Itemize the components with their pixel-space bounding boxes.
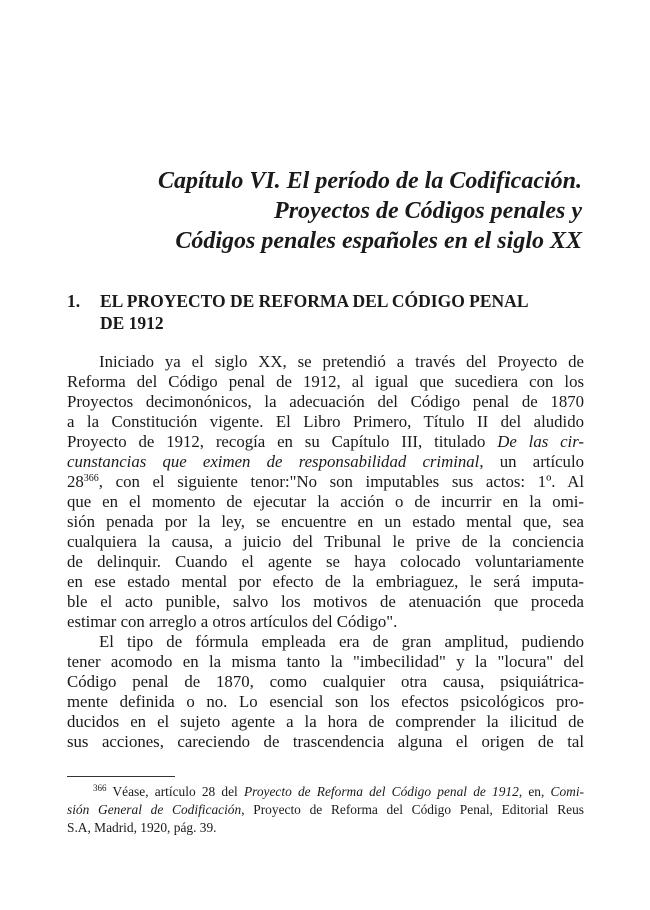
text-line: Reforma del Código penal de 1912, al igual que sucediera con los [67, 372, 584, 391]
italic-text: De las cir- [497, 432, 584, 451]
footnote-marker: 366 [93, 783, 107, 793]
paragraph [67, 632, 584, 752]
text-line: estimar con arreglo a otros artículos del Código". [67, 612, 398, 631]
italic-text: Comi- [550, 784, 585, 799]
footnote-separator [67, 776, 175, 777]
chapter-title-line: Capítulo VI. El período de la Codificación. [157, 168, 582, 194]
italic-text: sión General de Codificación [67, 802, 242, 817]
footnote-line: S.A, Madrid, 1920, pág. 39. [67, 820, 217, 835]
footnote [67, 783, 584, 837]
text-line: Proyecto de 1912, recogía en su Capítulo III, titulado De las cir- [67, 432, 584, 451]
text-line: a la Constitución vigente. El Libro Primero, Título II del aludido [67, 412, 584, 431]
chapter-title-line: Códigos penales españoles en el siglo XX [175, 228, 582, 254]
section-number: 1. [67, 291, 81, 311]
section-title-line: DE 1912 [100, 313, 164, 333]
footnote-reference: 366 [83, 473, 99, 484]
section-title [67, 290, 587, 334]
text-line: El tipo de fórmula empleada era de gran amplitud, pudiendo [99, 632, 584, 651]
text-line: ducidos en el sujeto agente a la hora de comprender la ilicitud de [67, 712, 584, 731]
text-line: sus acciones, careciendo de trascendencia alguna el origen de tal [67, 732, 584, 751]
text-line: de delinquir. Cuando el agente se haya colocado voluntariamente [67, 552, 584, 571]
text-line: ble el acto punible, salvo los motivos de atenuación que proceda [67, 592, 584, 611]
text-line: sión penada por la ley, se encuentre en un estado mental que, sea [67, 512, 584, 531]
italic-text: Proyecto de Reforma del Código penal de 1912 [243, 784, 519, 799]
footnote-line: $^{366}$ Véase, artículo 28 del Proyecto de Reforma del Código penal de 1912, en, Comi- [93, 783, 585, 799]
text-line: mente definida o no. Lo esencial son los efectos psicológicos pro- [67, 692, 584, 711]
chapter-title [60, 166, 582, 256]
text-line: Código penal de 1870, como cualquier otra causa, psiquiátrica- [67, 672, 584, 691]
paragraph [67, 352, 584, 632]
footnote-line: sión General de Codificación, Proyecto de Reforma del Código Penal, Editorial Reus [67, 802, 584, 817]
section-heading [67, 290, 587, 334]
text-line: $28^{366}$, con el siguiente tenor:"No son imputables sus actos: 1º. Al [67, 472, 584, 491]
chapter-title-line: Proyectos de Códigos penales y [274, 198, 582, 224]
text-line: en ese estado mental por efecto de la embriaguez, le será imputa- [67, 572, 584, 591]
text-line: Proyectos decimonónicos, la adecuación del Código penal de 1870 [67, 392, 584, 411]
text-line: que en el momento de ejecutar la acción o de incurrir en la omi- [67, 492, 584, 511]
italic-text: cunstancias que eximen de responsabilidad criminal [67, 452, 480, 471]
section-title-line: EL PROYECTO DE REFORMA DEL CÓDIGO PENAL [100, 291, 529, 311]
text-line: Iniciado ya el siglo XX, se pretendió a través del Proyecto de [99, 352, 584, 371]
body-text [67, 352, 584, 752]
text-line: tener acomodo en la misma tanto la "imbecilidad" y la "locura" del [67, 652, 584, 671]
text-line: cunstancias que eximen de responsabilidad criminal, un artículo [67, 452, 584, 471]
text-line: cualquiera la causa, a juicio del Tribunal le prive de la conciencia [67, 532, 584, 551]
